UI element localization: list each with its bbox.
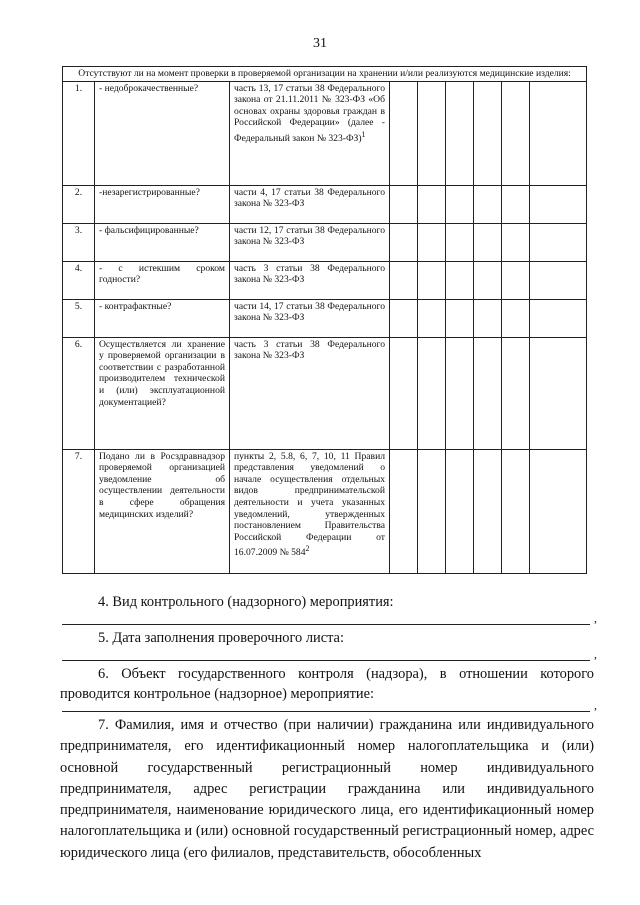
row-number: 7. [63,449,95,573]
trailing-comma: , [594,698,597,712]
answer-cell[interactable] [530,337,587,449]
answer-cell[interactable] [474,449,502,573]
answer-cell[interactable] [390,337,418,449]
table-row [63,299,587,337]
row-reference: часть 13, 17 статьи 38 Федерального закона от 21.11.2011 № 323-ФЗ «Об основах охраны здоровья граждан в Российской Федерации» (далее - Федеральный закон № 323-ФЗ)$^1$ [230,81,390,185]
answer-cell[interactable] [418,223,446,261]
table-row [63,449,587,573]
fill-line-5[interactable] [62,660,590,661]
answer-cell[interactable] [390,185,418,223]
answer-cell[interactable] [474,261,502,299]
answer-cell[interactable] [474,337,502,449]
answer-cell[interactable] [446,299,474,337]
answer-cell[interactable] [418,185,446,223]
answer-cell[interactable] [418,337,446,449]
answer-cell[interactable] [502,81,530,185]
section-5-heading: 5. Дата заполнения проверочного листа: [98,630,344,646]
answer-cell[interactable] [502,261,530,299]
row-reference: пункты 2, 5.8, 6, 7, 10, 11 Правил представления уведомлений о начале осуществления отдельных видов предпринимательской деятельности и учета указанных уведомлений, утвержденных постановлением Правительства Российской Федерации от 16.07.2009 № $584^2$ [230,449,390,573]
answer-cell[interactable] [502,449,530,573]
row-number: 3. [63,223,95,261]
section-7-paragraph: 7. Фамилия, имя и отчество (при наличии) гражданина или индивидуального предпринимателя, его идентификационный номер налогоплательщика и (или) основной государственный регистрационный номер индивидуального предпринимателя, адрес регистрации гражданина или индивидуального предпринимателя, наименование юридического лица, его идентификационный номер налогоплательщика и (или) основной государственный регистрационный номер, адрес юридического лица (его филиалов, представительств, обособленных [60,717,594,861]
table-header: Отсутствуют ли на момент проверки в проверяемой организации на хранении и/или реализуются медицинские изделия: [63,67,587,82]
answer-cell[interactable] [418,449,446,573]
row-reference: части 14, 17 статьи 38 Федерального закона № 323-ФЗ [230,299,390,337]
section-4-heading: 4. Вид контрольного (надзорного) мероприятия: [98,594,394,610]
row-number: 4. [63,261,95,299]
answer-cell[interactable] [446,449,474,573]
answer-cell[interactable] [530,185,587,223]
table-row [63,261,587,299]
answer-cell[interactable] [390,261,418,299]
row-question: - фальсифицированные? [95,223,230,261]
fill-line-6[interactable] [62,711,590,712]
table-row [63,223,587,261]
section-6-heading: 6. Объект государственного контроля (надзора), в отношении которого проводится контрольное (надзорное) мероприятие: [60,666,594,702]
answer-cell[interactable] [474,223,502,261]
row-question: - контрафактные? [95,299,230,337]
row-number: 2. [63,185,95,223]
answer-cell[interactable] [390,449,418,573]
answer-cell[interactable] [502,337,530,449]
answer-cell[interactable] [418,261,446,299]
row-reference: части 12, 17 статьи 38 Федерального закона № 323-ФЗ [230,223,390,261]
answer-cell[interactable] [390,299,418,337]
table-row [63,185,587,223]
answer-cell[interactable] [446,223,474,261]
page-number: 31 [313,36,327,51]
answer-cell[interactable] [530,299,587,337]
answer-cell[interactable] [474,299,502,337]
answer-cell[interactable] [530,261,587,299]
answer-cell[interactable] [502,185,530,223]
row-number: 5. [63,299,95,337]
row-question: Подано ли в Росздравнадзор проверяемой организацией уведомление об осуществлении деятельности в сфере обращения медицинских изделий? [95,449,230,573]
checklist-table [62,66,587,574]
trailing-comma: , [594,647,597,661]
footnote-marker: 1 [361,129,366,139]
answer-cell[interactable] [502,299,530,337]
answer-cell[interactable] [530,449,587,573]
answer-cell[interactable] [474,185,502,223]
row-reference: часть 3 статьи 38 Федерального закона № 323-ФЗ [230,261,390,299]
table-row [63,337,587,449]
row-question: Осуществляется ли хранение у проверяемой организации в соответствии с разработанной производителем технической и (или) эксплуатационной документацией? [95,337,230,449]
answer-cell[interactable] [502,223,530,261]
row-question: -незарегистрированные? [95,185,230,223]
answer-cell[interactable] [390,223,418,261]
answer-cell[interactable] [474,81,502,185]
answer-cell[interactable] [446,261,474,299]
row-number: 6. [63,337,95,449]
answer-cell[interactable] [446,337,474,449]
table-row [63,81,587,185]
footnote-marker: 2 [305,544,310,554]
row-question: - недоброкачественные? [95,81,230,185]
answer-cell[interactable] [530,223,587,261]
answer-cell[interactable] [418,299,446,337]
row-number: 1. [63,81,95,185]
fill-line-4[interactable] [62,624,590,625]
answer-cell[interactable] [390,81,418,185]
row-reference: части 4, 17 статьи 38 Федерального закона № 323-ФЗ [230,185,390,223]
row-reference: часть 3 статьи 38 Федерального закона № 323-ФЗ [230,337,390,449]
answer-cell[interactable] [446,81,474,185]
table-header-row [63,67,587,82]
row-question: - с истекшим сроком годности? [95,261,230,299]
answer-cell[interactable] [418,81,446,185]
trailing-comma: , [594,611,597,625]
answer-cell[interactable] [446,185,474,223]
answer-cell[interactable] [530,81,587,185]
